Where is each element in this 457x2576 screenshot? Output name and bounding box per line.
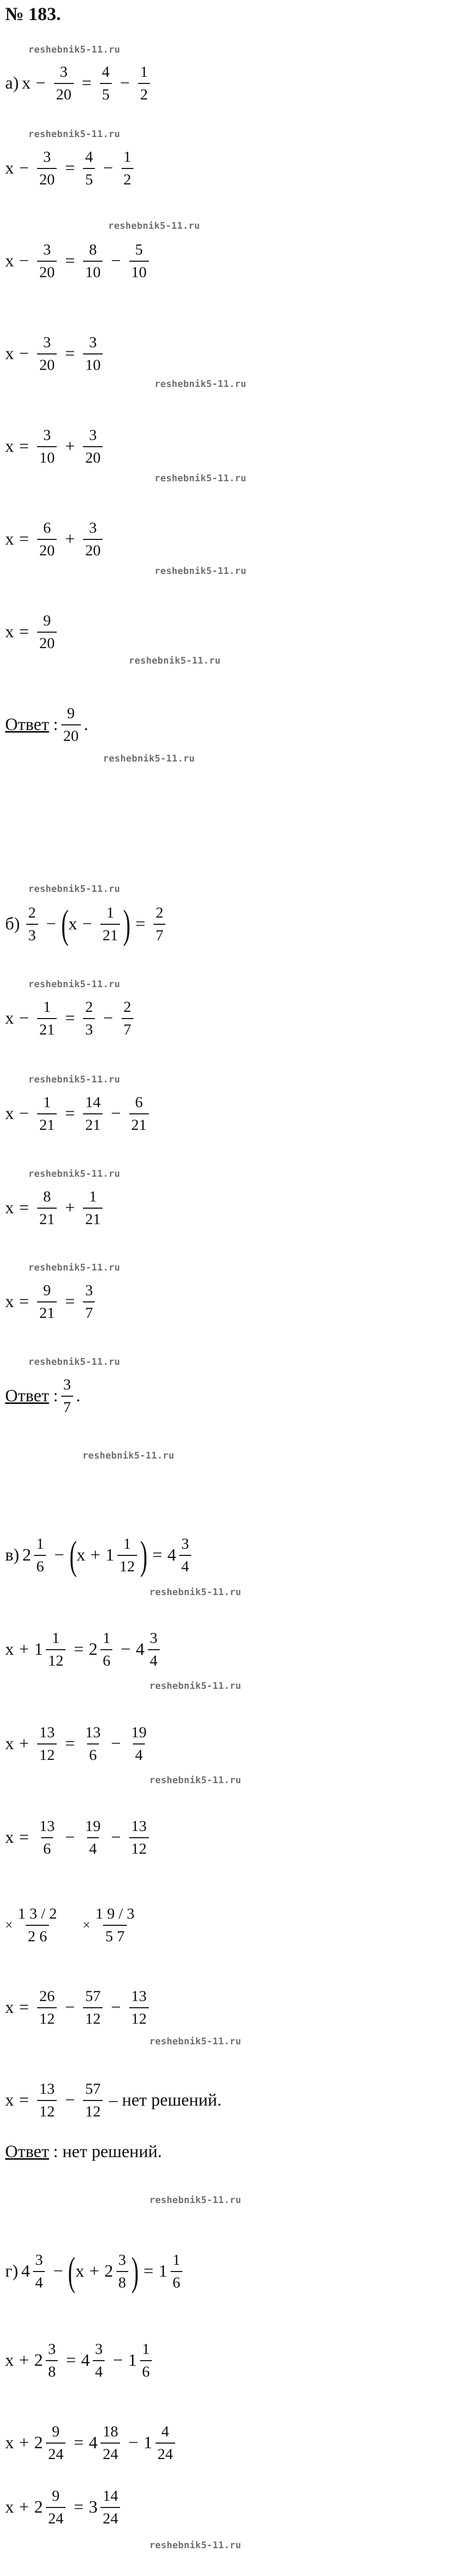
part-v-answer: Ответ : нет решений. [5, 2142, 162, 2161]
part-a-step-2: x − $\frac{3}{20}$ = $\frac{8}{10}$ − $\frac{5}{10}$ [5, 242, 152, 280]
part-a-answer: Ответ : $\frac{9}{20}$ . [5, 705, 89, 744]
watermark: reshebnik5-11.ru [149, 2540, 242, 2551]
part-v-multiplication: × $\frac{1 3 / 2}{2 6}$ × $\frac{1 9 / 3}{5 7}$ [5, 1905, 135, 1945]
watermark: reshebnik5-11.ru [149, 1775, 242, 1786]
part-a-step-3: x − $\frac{3}{20}$ = $\frac{3}{10}$ [5, 335, 106, 373]
watermark: reshebnik5-11.ru [28, 44, 121, 55]
answer-label: Ответ [5, 715, 49, 734]
watermark: reshebnik5-11.ru [28, 1168, 121, 1179]
part-a-step-1: x − $\frac{3}{20}$ = $\frac{4}{5}$ − $\frac{1}{2}$ [5, 149, 137, 188]
part-g-step-3: x + 2 $\frac{9}{24}$ = 3 $\frac{14}{24}$ [5, 2488, 123, 2527]
part-v-equation: в) 2 $\frac{1}{6}$ − ( x + 1 $\frac{1}{12}$ ) = 4 $\frac{3}{4}$ [5, 1535, 194, 1575]
part-b-answer: Ответ : $\frac{3}{7}$ . [5, 1376, 81, 1416]
problem-number: № 183. [5, 4, 61, 24]
watermark: reshebnik5-11.ru [129, 655, 221, 666]
part-v-step-5: x = $\frac{13}{12}$ − $\frac{57}{12}$ – нет решений. [5, 2080, 222, 2120]
part-g-step-1: x + 2 $\frac{3}{8}$ = 4 $\frac{3}{4}$ − 1 $\frac{1}{6}$ [5, 2342, 155, 2380]
part-v-step-2: x + $\frac{13}{12}$ = $\frac{13}{6}$ − $\frac{19}{4}$ [5, 1724, 147, 1764]
watermark: reshebnik5-11.ru [155, 473, 247, 484]
watermark: reshebnik5-11.ru [28, 1262, 121, 1273]
answer-label: Ответ [5, 2142, 49, 2161]
part-v-label: в) [5, 1546, 20, 1565]
part-v-step-3: x = $\frac{13}{6}$ − $\frac{19}{4}$ − $\frac{13}{12}$ [5, 1819, 152, 1857]
watermark: reshebnik5-11.ru [149, 2195, 242, 2206]
part-a-step-4: x = $\frac{3}{10}$ + $\frac{3}{20}$ [5, 428, 106, 466]
watermark: reshebnik5-11.ru [28, 129, 121, 140]
no-solution-text: – нет решений. [109, 2091, 222, 2110]
watermark: reshebnik5-11.ru [28, 979, 121, 990]
part-b-equation: б) $\frac{2}{3}$ − ( x − $\frac{1}{21}$ ) = $\frac{2}{7}$ [5, 904, 168, 944]
watermark: reshebnik5-11.ru [155, 379, 247, 389]
watermark: reshebnik5-11.ru [149, 1681, 242, 1691]
part-g-step-2: x + 2 $\frac{9}{24}$ = 4 $\frac{18}{24}$ − 1 $\frac{4}{24}$ [5, 2424, 178, 2462]
part-a-step-5: x = $\frac{6}{20}$ + $\frac{3}{20}$ [5, 520, 106, 558]
part-a-label: а) [5, 74, 19, 93]
part-g-label: г) [5, 2262, 19, 2281]
watermark: reshebnik5-11.ru [149, 2036, 242, 2047]
part-b-step-3: x = $\frac{8}{21}$ + $\frac{1}{21}$ [5, 1189, 106, 1227]
part-v-step-1: x + 1 $\frac{1}{12}$ = 2 $\frac{1}{6}$ − 4 $\frac{3}{4}$ [5, 1631, 163, 1669]
part-a-equation: а) x − $\frac{3}{20}$ = $\frac{4}{5}$ − $\frac{1}{2}$ [5, 64, 153, 103]
part-g-equation: г) 4 $\frac{3}{4}$ − ( x + 2 $\frac{3}{8}$ ) = 1 $\frac{1}{6}$ [5, 2251, 185, 2292]
watermark: reshebnik5-11.ru [103, 753, 195, 764]
part-b-step-1: x − $\frac{1}{21}$ = $\frac{2}{3}$ − $\frac{2}{7}$ [5, 999, 137, 1038]
part-b-step-2: x − $\frac{1}{21}$ = $\frac{14}{21}$ − $\frac{6}{21}$ [5, 1095, 152, 1133]
watermark: reshebnik5-11.ru [28, 884, 121, 894]
part-v-step-4: x = $\frac{26}{12}$ − $\frac{57}{12}$ − $\frac{13}{12}$ [5, 1989, 152, 2027]
part-a-step-6: x = $\frac{9}{20}$ [5, 613, 60, 651]
part-b-label: б) [5, 914, 20, 934]
watermark: reshebnik5-11.ru [82, 1450, 175, 1461]
part-v-answer-text: нет решений. [62, 2142, 162, 2161]
watermark: reshebnik5-11.ru [28, 1357, 121, 1367]
watermark: reshebnik5-11.ru [108, 221, 200, 231]
watermark: reshebnik5-11.ru [149, 1587, 242, 1598]
part-b-step-4: x = $\frac{9}{21}$ = $\frac{3}{7}$ [5, 1283, 98, 1321]
watermark: reshebnik5-11.ru [155, 566, 247, 577]
watermark: reshebnik5-11.ru [28, 1074, 121, 1085]
answer-label: Ответ [5, 1386, 49, 1405]
